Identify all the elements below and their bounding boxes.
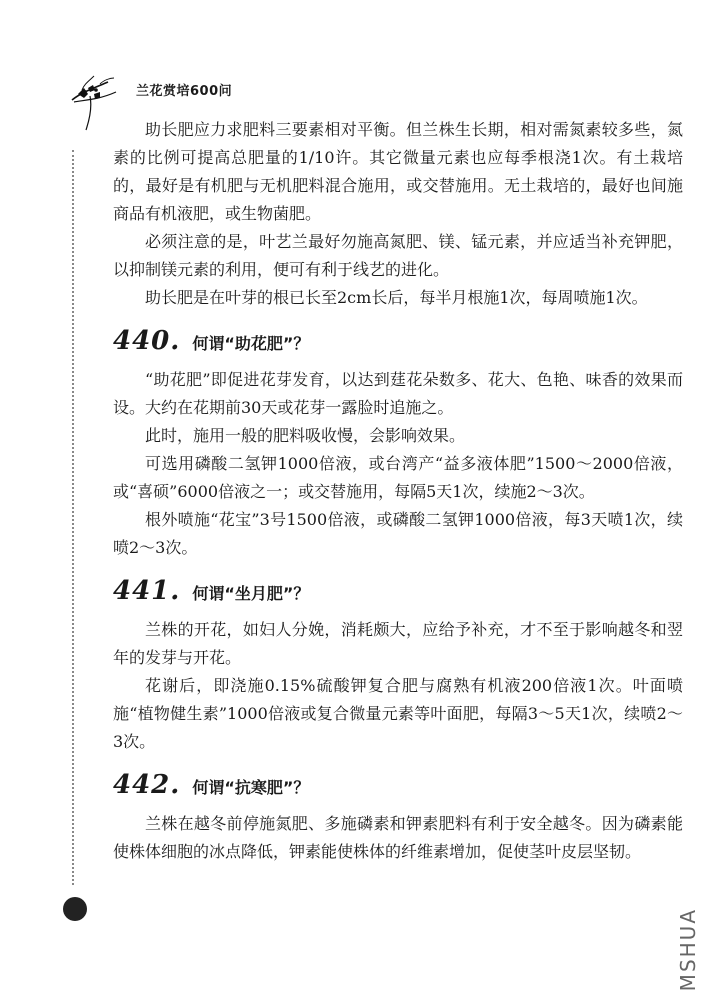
section-441 bbox=[113, 576, 683, 756]
section-number: 440. bbox=[113, 326, 181, 356]
section-continued bbox=[113, 116, 683, 312]
section-heading bbox=[113, 326, 683, 360]
section-number: 442. bbox=[113, 770, 181, 800]
paragraph: 兰株在越冬前停施氮肥、多施磷素和钾素肥料有利于安全越冬。因为磷素能使株体细胞的冰点降低，钾素能使株体的纤维素增加，促使茎叶皮层坚韧。 bbox=[113, 814, 683, 861]
paragraph: 助长肥是在叶芽的根已长至2cm长后，每半月根施1次，每周喷施1次。 bbox=[145, 288, 648, 307]
section-title: 何谓“助花肥”？ bbox=[192, 334, 310, 353]
section-number: 441. bbox=[113, 576, 181, 606]
section-440 bbox=[113, 326, 683, 562]
paragraph: 助长肥应力求肥料三要素相对平衡。但兰株生长期，相对需氮素较多些，氮素的比例可提高总肥量的1/10许。其它微量元素也应每季根浇1次。有土栽培的，最好是有机肥与无机肥料混合施用，或交替施用。无土栽培的，最好也间施商品有机液肥，或生物菌肥。 bbox=[113, 120, 683, 223]
section-title: 何谓“抗寒肥”？ bbox=[192, 778, 310, 797]
section-title: 何谓“坐月肥”？ bbox=[192, 584, 310, 603]
header-title: 兰花赏培600问 bbox=[136, 84, 233, 99]
paragraph: 根外喷施“花宝”3号1500倍液，或磷酸二氢钾1000倍液，每3天喷1次，续喷2～3次。 bbox=[113, 510, 683, 557]
paragraph: 花谢后，即浇施0.15%硫酸钾复合肥与腐熟有机液200倍液1次。叶面喷施“植物健生素”1000倍液或复合微量元素等叶面肥，每隔3～5天1次，续喷2～3次。 bbox=[113, 676, 683, 751]
paragraph: 兰株的开花，如妇人分娩，消耗颇大，应给予补充，才不至于影响越冬和翌年的发芽与开花。 bbox=[113, 620, 683, 667]
section-heading bbox=[113, 576, 683, 610]
paragraph: 此时，施用一般的肥料吸收慢，会影响效果。 bbox=[145, 426, 466, 445]
page-content bbox=[113, 116, 683, 866]
page-corner-dot bbox=[63, 897, 87, 921]
paragraph: 必须注意的是，叶艺兰最好勿施高氮肥、镁、锰元素，并应适当补充钾肥，以抑制镁元素的利用，便可有利于线艺的进化。 bbox=[113, 232, 683, 279]
section-442 bbox=[113, 770, 683, 866]
section-heading bbox=[113, 770, 683, 804]
paragraph: 可选用磷酸二氢钾1000倍液，或台湾产“益多液体肥”1500～2000倍液，或“喜硕”6000倍液之一；或交替施用，每隔5天1次，续施2～3次。 bbox=[113, 454, 683, 501]
running-header bbox=[64, 70, 324, 120]
watermark: MSHUA bbox=[676, 907, 700, 991]
paragraph: “助花肥”即促进花芽发育，以达到莛花朵数多、花大、色艳、味香的效果而设。大约在花期前30天或花芽一露脸时追施之。 bbox=[113, 370, 683, 417]
margin-dotted-rule bbox=[72, 150, 74, 885]
